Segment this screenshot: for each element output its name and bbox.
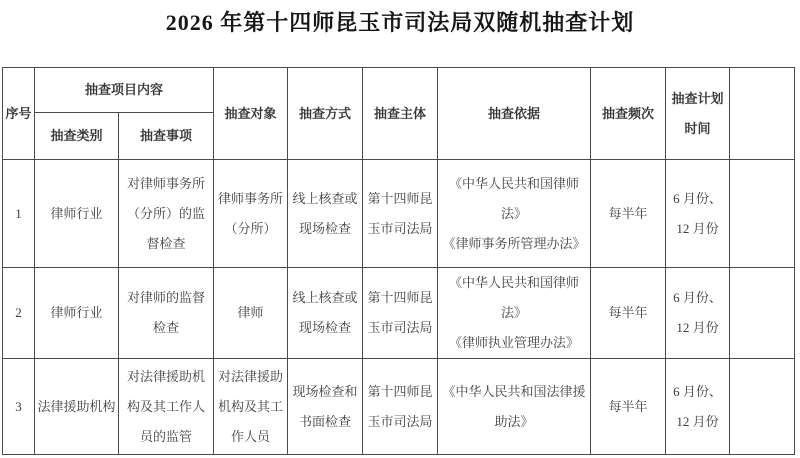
cell-category: 律师行业 (35, 160, 119, 268)
header-frequency: 抽查频次 (591, 68, 666, 160)
header-matter: 抽查事项 (119, 113, 214, 160)
cell-subject: 第十四师昆玉市司法局 (363, 359, 438, 455)
cell-seq: 2 (3, 268, 35, 359)
cell-target: 律师事务所（分所） (214, 160, 288, 268)
basis-law-1: 《中华人民共和国法律援助法》 (442, 383, 586, 429)
cell-frequency: 每半年 (591, 160, 666, 268)
basis-law-2: 《律师事务所管理办法》 (442, 235, 586, 251)
cell-method: 线上核查或现场检查 (288, 160, 363, 268)
cell-matter: 对律师的监督检查 (119, 268, 214, 359)
cell-subject: 第十四师昆玉市司法局 (363, 268, 438, 359)
header-category: 抽查类别 (35, 113, 119, 160)
header-basis: 抽查依据 (438, 68, 591, 160)
header-seq: 序号 (3, 68, 35, 160)
basis-law-2: 《律师执业管理办法》 (449, 335, 580, 350)
cell-plan-time: 6 月份、12 月份 (666, 160, 730, 268)
header-project-content: 抽查项目内容 (35, 68, 214, 113)
cell-target: 律师 (214, 268, 288, 359)
table-row-1 (3, 160, 795, 268)
cell-subject: 第十四师昆玉市司法局 (363, 160, 438, 268)
cell-seq: 1 (3, 160, 35, 268)
header-target: 抽查对象 (214, 68, 288, 160)
header-method: 抽查方式 (288, 68, 363, 160)
page-title: 2026 年第十四师昆玉市司法局双随机抽查计划 (165, 10, 635, 35)
cell-basis (438, 268, 591, 359)
cell-frequency: 每半年 (591, 268, 666, 359)
header-row-top (3, 68, 795, 113)
basis-law-1: 《中华人民共和国律师法》 (449, 275, 580, 320)
table-row-2 (3, 268, 795, 359)
cell-target: 对法律援助机构及其工作人员 (214, 359, 288, 455)
cell-extra-empty (730, 268, 795, 359)
table-row-3 (3, 359, 795, 455)
cell-method: 现场检查和书面检查 (288, 359, 363, 455)
cell-seq: 3 (3, 359, 35, 455)
header-subject: 抽查主体 (363, 68, 438, 160)
basis-law-1: 《中华人民共和国律师法》 (449, 175, 580, 221)
cell-basis (438, 359, 591, 455)
cell-matter: 对律师事务所（分所）的监督检查 (119, 160, 214, 268)
cell-extra-empty (730, 160, 795, 268)
cell-basis (438, 160, 591, 268)
cell-category: 法律援助机构 (35, 359, 119, 455)
cell-category: 律师行业 (35, 268, 119, 359)
cell-frequency: 每半年 (591, 359, 666, 455)
header-extra-empty (730, 68, 795, 160)
cell-plan-time: 6 月份、12 月份 (666, 268, 730, 359)
inspection-plan-table (2, 67, 795, 455)
cell-plan-time: 6 月份、12 月份 (666, 359, 730, 455)
header-plan-time: 抽查计划时间 (666, 68, 730, 160)
cell-extra-empty (730, 359, 795, 455)
cell-method: 线上核查或现场检查 (288, 268, 363, 359)
cell-matter: 对法律援助机构及其工作人员的监管 (119, 359, 214, 455)
